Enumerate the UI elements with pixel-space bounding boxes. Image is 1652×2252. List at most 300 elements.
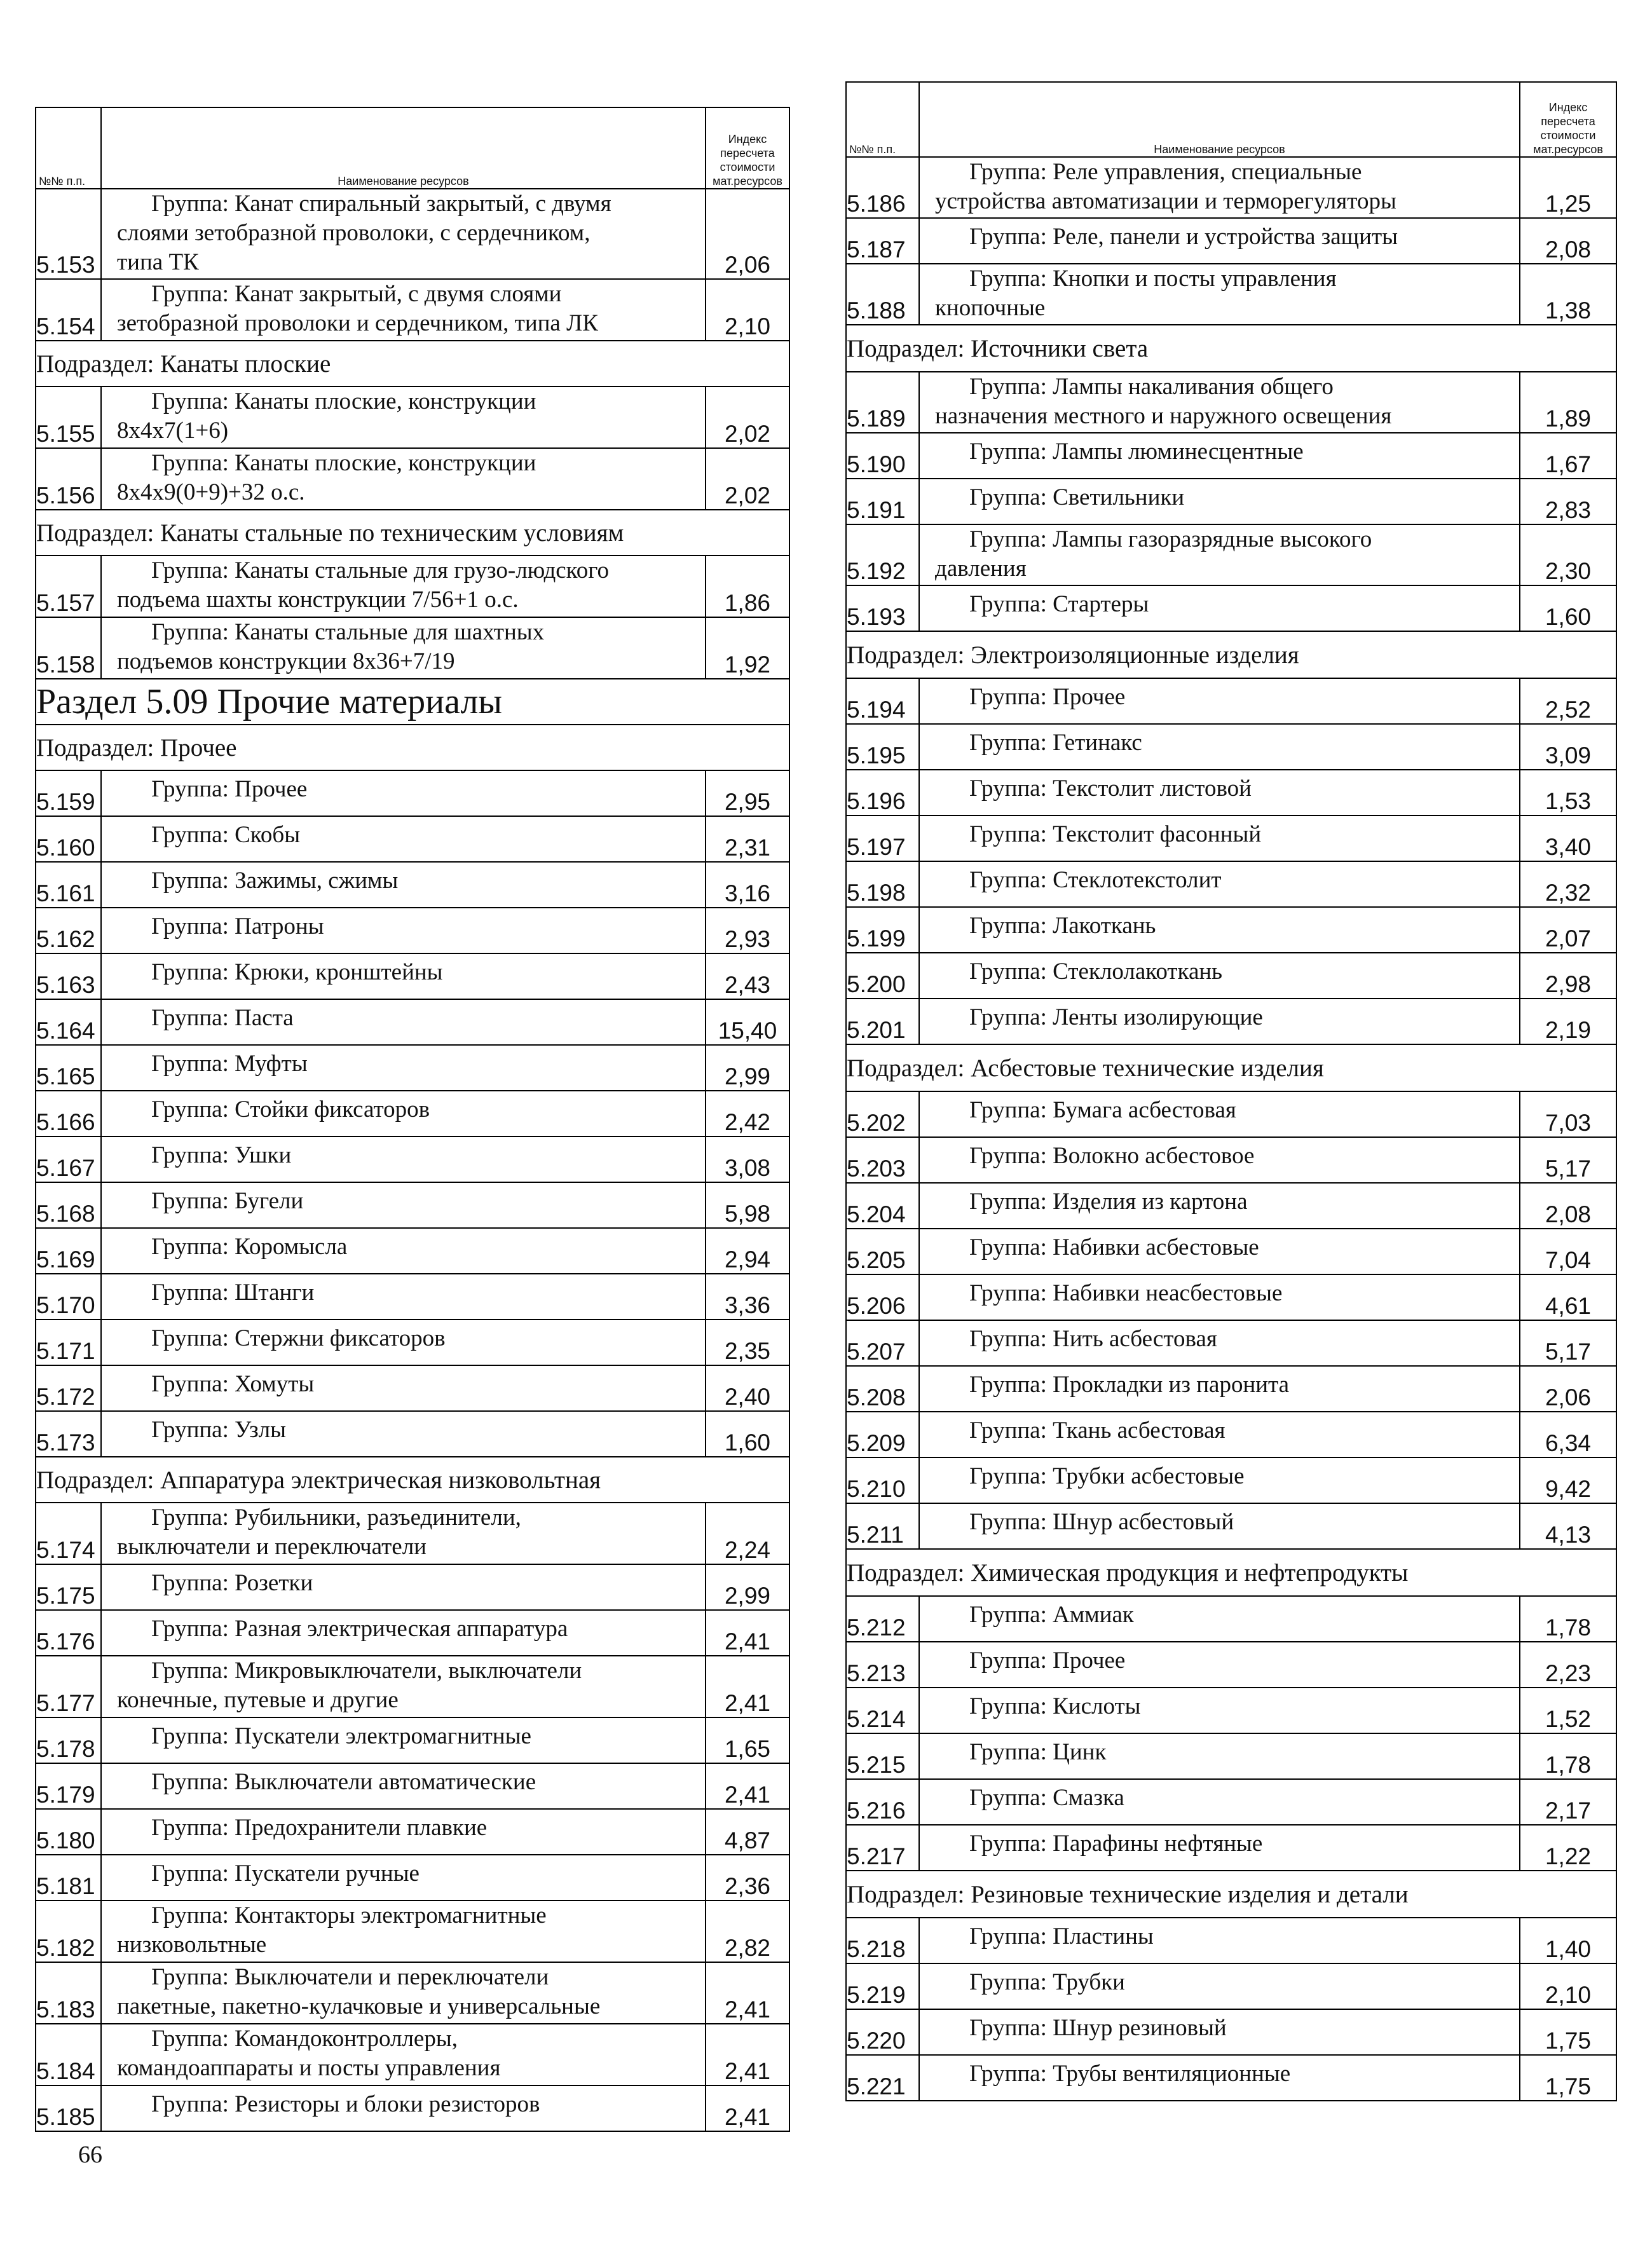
- item-number: 5.171: [36, 1320, 101, 1365]
- table-row: [36, 1855, 789, 1901]
- table-row: [846, 585, 1616, 631]
- item-number: 5.157: [36, 556, 101, 617]
- item-name: [101, 386, 706, 448]
- right-resource-table: [845, 81, 1617, 2101]
- item-number: 5.172: [36, 1365, 101, 1411]
- item-name: [919, 1366, 1520, 1412]
- item-name: [101, 1855, 706, 1901]
- header-index-line: Индекс: [1548, 101, 1588, 114]
- item-name: [919, 953, 1520, 999]
- item-name: [919, 770, 1520, 815]
- item-index-value: 2,82: [706, 1901, 789, 1962]
- item-index-value: 4,61: [1520, 1274, 1616, 1320]
- item-index-value: 7,03: [1520, 1091, 1616, 1137]
- item-name-line: Группа: Пускатели ручные: [151, 1860, 420, 1887]
- item-number: 5.187: [846, 218, 919, 264]
- table-row: [36, 189, 789, 279]
- table-row: [36, 1962, 789, 2024]
- item-index-value: 2,52: [1520, 678, 1616, 724]
- item-name: [919, 1642, 1520, 1688]
- table-row: [36, 953, 789, 999]
- item-name: [101, 1411, 706, 1457]
- item-name-line: назначения местного и наружного освещения: [935, 403, 1392, 429]
- table-row: [846, 1229, 1616, 1274]
- item-name: [101, 189, 706, 279]
- table-row: [846, 815, 1616, 861]
- item-name-line: Группа: Крюки, кронштейны: [151, 959, 443, 985]
- item-name-line: Группа: Стеклолакоткань: [969, 959, 1223, 985]
- item-number: 5.167: [36, 1136, 101, 1182]
- item-name: [919, 372, 1520, 433]
- item-number: 5.153: [36, 189, 101, 279]
- item-name-line: давления: [935, 556, 1027, 582]
- item-number: 5.178: [36, 1717, 101, 1763]
- item-index-value: 2,10: [706, 279, 789, 341]
- table-row: [846, 999, 1616, 1044]
- item-index-value: 2,35: [706, 1320, 789, 1365]
- item-index-value: 1,40: [1520, 1918, 1616, 1963]
- subsection-row: [36, 341, 789, 386]
- item-name: [919, 1091, 1520, 1137]
- item-number: 5.217: [846, 1825, 919, 1871]
- item-number: 5.164: [36, 999, 101, 1045]
- item-name-line: устройства автоматизации и терморегуляторы: [935, 188, 1396, 214]
- item-index-value: 6,34: [1520, 1412, 1616, 1457]
- item-index-value: 2,42: [706, 1091, 789, 1136]
- item-number: 5.160: [36, 816, 101, 862]
- item-name: [919, 1457, 1520, 1503]
- table-row: [36, 1365, 789, 1411]
- item-number: 5.203: [846, 1137, 919, 1183]
- item-name-line: Группа: Хомуты: [151, 1371, 315, 1397]
- table-row: [846, 433, 1616, 479]
- subsection-row: [846, 1871, 1616, 1918]
- table-row: [36, 1656, 789, 1717]
- item-name-line: Группа: Реле, панели и устройства защиты: [969, 224, 1398, 250]
- item-name: [919, 1229, 1520, 1274]
- item-index-value: 1,67: [1520, 433, 1616, 479]
- item-index-value: 5,98: [706, 1182, 789, 1228]
- table-row: [846, 524, 1616, 585]
- subsection-title: Подраздел: Источники света: [846, 325, 1616, 372]
- item-number: 5.176: [36, 1610, 101, 1656]
- item-name: [919, 264, 1520, 325]
- table-row: [846, 1503, 1616, 1549]
- item-name: [919, 1596, 1520, 1642]
- item-index-value: 2,19: [1520, 999, 1616, 1044]
- item-name: [101, 1962, 706, 2024]
- item-name: [919, 585, 1520, 631]
- item-name-line: Группа: Рубильники, разъединители,: [151, 1505, 521, 1531]
- item-name-line: Группа: Лампы газоразрядные высокого: [969, 526, 1372, 552]
- item-name: [919, 157, 1520, 218]
- table-row: [36, 448, 789, 510]
- item-index-value: 1,52: [1520, 1688, 1616, 1733]
- item-name: [919, 999, 1520, 1044]
- header-num: №№ п.п.: [36, 107, 101, 189]
- item-name: [919, 2009, 1520, 2055]
- item-number: 5.177: [36, 1656, 101, 1717]
- item-number: 5.208: [846, 1366, 919, 1412]
- table-row: [846, 1596, 1616, 1642]
- item-index-value: 15,40: [706, 999, 789, 1045]
- item-name: [101, 1763, 706, 1809]
- item-name: [101, 953, 706, 999]
- item-index-value: 1,75: [1520, 2055, 1616, 2101]
- table-row: [846, 1688, 1616, 1733]
- item-index-value: 2,36: [706, 1855, 789, 1901]
- item-name-line: Группа: Текстолит фасонный: [969, 821, 1262, 847]
- item-number: 5.162: [36, 908, 101, 953]
- item-name: [101, 2085, 706, 2131]
- item-index-value: 1,78: [1520, 1733, 1616, 1779]
- table-row: [36, 816, 789, 862]
- table-row: [36, 1136, 789, 1182]
- table-row: [846, 724, 1616, 770]
- item-number: 5.200: [846, 953, 919, 999]
- item-name: [101, 279, 706, 341]
- item-name: [101, 1901, 706, 1962]
- item-index-value: 5,17: [1520, 1137, 1616, 1183]
- item-index-value: 2,08: [1520, 1183, 1616, 1229]
- item-name: [101, 1228, 706, 1274]
- item-number: 5.159: [36, 770, 101, 816]
- table-row: [36, 1411, 789, 1457]
- item-name-line: Группа: Трубки асбестовые: [969, 1463, 1245, 1489]
- table-row: [36, 1763, 789, 1809]
- item-name-line: конечные, путевые и другие: [117, 1687, 399, 1713]
- item-name-line: Группа: Аммиак: [969, 1602, 1134, 1628]
- item-name: [919, 724, 1520, 770]
- item-index-value: 3,36: [706, 1274, 789, 1320]
- item-name-line: Группа: Пластины: [969, 1923, 1154, 1949]
- item-name-line: Группа: Бугели: [151, 1188, 304, 1214]
- item-name: [101, 999, 706, 1045]
- item-name: [919, 1963, 1520, 2009]
- item-name-line: Группа: Ушки: [151, 1142, 292, 1168]
- item-number: 5.209: [846, 1412, 919, 1457]
- item-number: 5.221: [846, 2055, 919, 2101]
- item-name-line: Группа: Разная электрическая аппаратура: [151, 1616, 568, 1642]
- table-row: [36, 1091, 789, 1136]
- item-name-line: командоаппараты и посты управления: [117, 2055, 501, 2081]
- item-name: [919, 1688, 1520, 1733]
- table-row: [846, 1918, 1616, 1963]
- item-name: [101, 1717, 706, 1763]
- item-number: 5.174: [36, 1503, 101, 1564]
- table-row: [36, 908, 789, 953]
- item-name-line: Группа: Кнопки и посты управления: [969, 266, 1337, 292]
- table-row: [846, 1274, 1616, 1320]
- item-number: 5.183: [36, 1962, 101, 2024]
- table-row: [846, 678, 1616, 724]
- item-name-line: Группа: Выключатели автоматические: [151, 1769, 536, 1795]
- subsection-row: [36, 1457, 789, 1503]
- table-row: [36, 770, 789, 816]
- table-row: [36, 1809, 789, 1855]
- item-name: [101, 1274, 706, 1320]
- item-name-line: Группа: Прочее: [151, 776, 308, 802]
- page-number: 66: [78, 2141, 102, 2168]
- item-name-line: слоями зетобразной проволоки, с сердечником,: [117, 220, 590, 246]
- item-number: 5.215: [846, 1733, 919, 1779]
- item-index-value: 1,38: [1520, 264, 1616, 325]
- table-row: [846, 1091, 1616, 1137]
- item-name-line: Группа: Командоконтроллеры,: [151, 2026, 458, 2052]
- item-index-value: 2,32: [1520, 861, 1616, 907]
- header-name: Наименование ресурсов: [919, 82, 1520, 157]
- table-row: [36, 1320, 789, 1365]
- item-name: [919, 907, 1520, 953]
- item-name: [101, 1610, 706, 1656]
- subsection-title: Подраздел: Химическая продукция и нефтепродукты: [846, 1549, 1616, 1596]
- item-name-line: Группа: Кислоты: [969, 1693, 1141, 1719]
- item-number: 5.168: [36, 1182, 101, 1228]
- table-row: [36, 1503, 789, 1564]
- item-number: 5.180: [36, 1809, 101, 1855]
- table-row: [36, 2024, 789, 2085]
- item-name-line: Группа: Ткань асбестовая: [969, 1417, 1225, 1443]
- item-name: [919, 1412, 1520, 1457]
- table-row: [846, 1183, 1616, 1229]
- table-row: [36, 1274, 789, 1320]
- item-number: 5.216: [846, 1779, 919, 1825]
- item-number: 5.154: [36, 279, 101, 341]
- item-name: [919, 1825, 1520, 1871]
- item-number: 5.205: [846, 1229, 919, 1274]
- item-index-value: 1,53: [1520, 770, 1616, 815]
- item-index-value: 2,93: [706, 908, 789, 953]
- item-name-line: подъемов конструкции 8х36+7/19: [117, 648, 455, 674]
- subsection-row: [36, 510, 789, 556]
- item-number: 5.218: [846, 1918, 919, 1963]
- item-index-value: 1,25: [1520, 157, 1616, 218]
- item-name-line: Группа: Нить асбестовая: [969, 1326, 1217, 1352]
- item-number: 5.191: [846, 479, 919, 524]
- item-name-line: Группа: Зажимы, сжимы: [151, 868, 399, 894]
- item-name: [101, 1182, 706, 1228]
- item-index-value: 2,24: [706, 1503, 789, 1564]
- item-name-line: подъема шахты конструкции 7/56+1 о.с.: [117, 587, 519, 613]
- item-name: [919, 815, 1520, 861]
- item-name-line: Группа: Штанги: [151, 1280, 315, 1306]
- table-row: [846, 1320, 1616, 1366]
- item-number: 5.194: [846, 678, 919, 724]
- item-name-line: Группа: Текстолит листовой: [969, 775, 1252, 802]
- item-index-value: 2,30: [1520, 524, 1616, 585]
- item-index-value: 2,02: [706, 448, 789, 510]
- item-name-line: Группа: Канаты стальные для грузо-людского: [151, 557, 610, 583]
- item-name-line: Группа: Лампы накаливания общего: [969, 374, 1334, 400]
- table-row: [36, 617, 789, 679]
- item-name-line: низковольтные: [117, 1932, 267, 1958]
- header-index: [706, 107, 789, 189]
- item-number: 5.192: [846, 524, 919, 585]
- item-index-value: 3,16: [706, 862, 789, 908]
- table-row: [36, 862, 789, 908]
- header-index-line: пересчета: [1541, 115, 1595, 128]
- item-index-value: 2,31: [706, 816, 789, 862]
- item-number: 5.158: [36, 617, 101, 679]
- item-name-line: Группа: Коромысла: [151, 1234, 348, 1260]
- item-index-value: 2,41: [706, 1656, 789, 1717]
- item-name-line: Группа: Муфты: [151, 1051, 308, 1077]
- item-name: [101, 862, 706, 908]
- item-number: 5.182: [36, 1901, 101, 1962]
- item-index-value: 2,06: [1520, 1366, 1616, 1412]
- item-name: [919, 1918, 1520, 1963]
- subsection-row: [36, 725, 789, 770]
- item-index-value: 2,08: [1520, 218, 1616, 264]
- item-name-line: Группа: Светильники: [969, 484, 1185, 510]
- item-name-line: Группа: Стартеры: [969, 591, 1149, 617]
- item-name-line: Группа: Шнур резиновый: [969, 2015, 1227, 2041]
- left-resource-table: [35, 107, 790, 2132]
- section-row: [36, 679, 789, 725]
- item-index-value: 5,17: [1520, 1320, 1616, 1366]
- item-name-line: Группа: Лампы люминесцентные: [969, 439, 1304, 465]
- item-name-line: Группа: Цинк: [969, 1739, 1107, 1765]
- table-row: [36, 1564, 789, 1610]
- item-name-line: Группа: Стойки фиксаторов: [151, 1096, 430, 1123]
- item-number: 5.206: [846, 1274, 919, 1320]
- item-index-value: 7,04: [1520, 1229, 1616, 1274]
- item-index-value: 2,41: [706, 1763, 789, 1809]
- item-name-line: Группа: Канаты плоские, конструкции: [151, 388, 536, 414]
- subsection-row: [846, 325, 1616, 372]
- item-name-line: Группа: Трубки: [969, 1969, 1125, 1995]
- item-index-value: 2,95: [706, 770, 789, 816]
- item-name-line: Группа: Пускатели электромагнитные: [151, 1723, 531, 1749]
- table-row: [846, 1825, 1616, 1871]
- item-index-value: 3,08: [706, 1136, 789, 1182]
- item-name: [919, 678, 1520, 724]
- subsection-title: Подраздел: Аппаратура электрическая низковольтная: [36, 1457, 789, 1503]
- item-number: 5.170: [36, 1274, 101, 1320]
- item-name: [101, 816, 706, 862]
- item-name-line: Группа: Изделия из картона: [969, 1189, 1248, 1215]
- item-name-line: Группа: Канат закрытый, с двумя слоями: [151, 281, 562, 307]
- item-number: 5.214: [846, 1688, 919, 1733]
- item-name: [101, 1564, 706, 1610]
- item-name: [101, 556, 706, 617]
- item-index-value: 2,10: [1520, 1963, 1616, 2009]
- subsection-row: [846, 1549, 1616, 1596]
- item-index-value: 2,07: [1520, 907, 1616, 953]
- item-number: 5.156: [36, 448, 101, 510]
- table-row: [36, 999, 789, 1045]
- item-name-line: Группа: Гетинакс: [969, 730, 1142, 756]
- item-name: [101, 1503, 706, 1564]
- table-row: [846, 2055, 1616, 2101]
- item-name-line: Группа: Предохранители плавкие: [151, 1815, 488, 1841]
- item-name-line: зетобразной проволоки и сердечником, типа ЛК: [117, 310, 598, 336]
- item-name-line: Группа: Ленты изолирующие: [969, 1004, 1263, 1030]
- item-index-value: 2,17: [1520, 1779, 1616, 1825]
- subsection-row: [846, 1044, 1616, 1091]
- header-num: №№ п.п.: [846, 82, 919, 157]
- item-name: [101, 2024, 706, 2085]
- item-index-value: 2,43: [706, 953, 789, 999]
- item-number: 5.210: [846, 1457, 919, 1503]
- table-row: [846, 2009, 1616, 2055]
- item-number: 5.219: [846, 1963, 919, 2009]
- table-row: [36, 2085, 789, 2131]
- item-name-line: Группа: Узлы: [151, 1417, 287, 1443]
- item-number: 5.173: [36, 1411, 101, 1457]
- item-name-line: Группа: Паста: [151, 1005, 294, 1031]
- item-number: 5.163: [36, 953, 101, 999]
- item-name: [919, 1779, 1520, 1825]
- item-name: [919, 433, 1520, 479]
- item-name: [101, 770, 706, 816]
- item-name: [919, 1274, 1520, 1320]
- item-name-line: типа ТК: [117, 249, 199, 275]
- header-index-line: Индекс: [728, 133, 767, 146]
- item-number: 5.185: [36, 2085, 101, 2131]
- item-index-value: 3,09: [1520, 724, 1616, 770]
- item-index-value: 1,89: [1520, 372, 1616, 433]
- subsection-title: Подраздел: Канаты стальные по техническим условиям: [36, 510, 789, 556]
- item-name-line: выключатели и переключатели: [117, 1534, 427, 1560]
- table-row: [36, 1045, 789, 1091]
- item-name: [919, 1320, 1520, 1366]
- item-number: 5.193: [846, 585, 919, 631]
- item-index-value: 1,22: [1520, 1825, 1616, 1871]
- subsection-title: Подраздел: Канаты плоские: [36, 341, 789, 386]
- item-index-value: 2,23: [1520, 1642, 1616, 1688]
- item-number: 5.186: [846, 157, 919, 218]
- item-index-value: 4,13: [1520, 1503, 1616, 1549]
- item-number: 5.195: [846, 724, 919, 770]
- item-number: 5.199: [846, 907, 919, 953]
- item-index-value: 2,98: [1520, 953, 1616, 999]
- item-index-value: 1,65: [706, 1717, 789, 1763]
- table-row: [36, 386, 789, 448]
- item-name: [919, 1503, 1520, 1549]
- item-name-line: Группа: Трубы вентиляционные: [969, 2061, 1291, 2087]
- item-number: 5.211: [846, 1503, 919, 1549]
- item-index-value: 9,42: [1520, 1457, 1616, 1503]
- item-name: [919, 524, 1520, 585]
- item-number: 5.155: [36, 386, 101, 448]
- item-index-value: 1,78: [1520, 1596, 1616, 1642]
- item-number: 5.212: [846, 1596, 919, 1642]
- item-number: 5.188: [846, 264, 919, 325]
- item-name-line: Группа: Прочее: [969, 1648, 1126, 1674]
- item-name-line: Группа: Контакторы электромагнитные: [151, 1902, 547, 1928]
- item-number: 5.189: [846, 372, 919, 433]
- item-number: 5.213: [846, 1642, 919, 1688]
- item-number: 5.184: [36, 2024, 101, 2085]
- header-index-line: мат.ресурсов: [1533, 143, 1603, 156]
- item-index-value: 4,87: [706, 1809, 789, 1855]
- table-row: [36, 556, 789, 617]
- item-number: 5.175: [36, 1564, 101, 1610]
- item-name-line: Группа: Набивки асбестовые: [969, 1234, 1259, 1260]
- item-index-value: 2,06: [706, 189, 789, 279]
- header-name: Наименование ресурсов: [101, 107, 706, 189]
- table-row: [846, 264, 1616, 325]
- item-number: 5.196: [846, 770, 919, 815]
- item-name-line: 8х4х9(0+9)+32 о.с.: [117, 479, 305, 505]
- item-index-value: 1,86: [706, 556, 789, 617]
- table-row: [846, 1137, 1616, 1183]
- item-name: [919, 861, 1520, 907]
- item-index-value: 1,60: [1520, 585, 1616, 631]
- item-number: 5.179: [36, 1763, 101, 1809]
- item-index-value: 1,60: [706, 1411, 789, 1457]
